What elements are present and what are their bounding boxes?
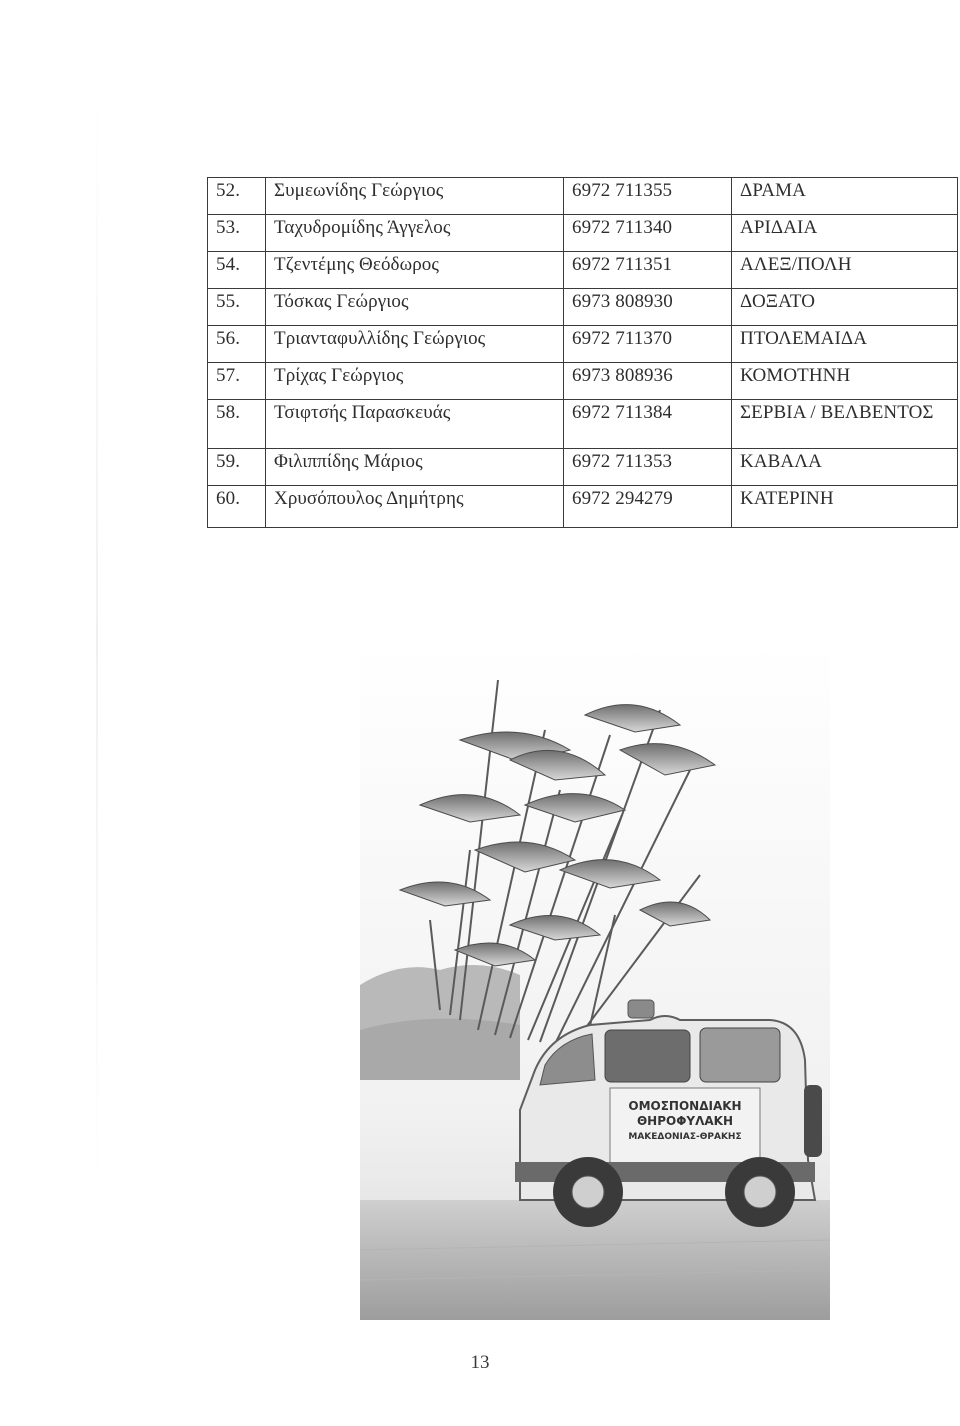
contact-phone: 6973 808930	[564, 289, 732, 326]
table-row	[208, 289, 958, 326]
contact-name: Ταχυδρομίδης Άγγελος	[266, 215, 564, 252]
page-number: 13	[470, 1352, 490, 1373]
contact-phone: 6972 711353	[564, 449, 732, 486]
contact-phone: 6972 294279	[564, 486, 732, 528]
contact-area: ΣΕΡΒΙΑ / ΒΕΛΒΕΝΤΟΣ	[732, 400, 958, 449]
row-number: 56.	[208, 326, 266, 363]
side-window-rear	[700, 1028, 780, 1082]
roof-light	[628, 1000, 654, 1018]
contact-area: ΑΡΙΔΑΙΑ	[732, 215, 958, 252]
contact-area: ΚΟΜΟΤΗΝΗ	[732, 363, 958, 400]
row-number: 59.	[208, 449, 266, 486]
contact-name: Τόσκας Γεώργιος	[266, 289, 564, 326]
row-number: 57.	[208, 363, 266, 400]
contact-name: Συμεωνίδης Γεώργιος	[266, 178, 564, 215]
spare-wheel	[804, 1085, 822, 1157]
contact-phone: 6973 808936	[564, 363, 732, 400]
contact-area: ΑΛΕΞ/ΠΟΛΗ	[732, 252, 958, 289]
contact-phone: 6972 711351	[564, 252, 732, 289]
table-row	[208, 486, 958, 528]
row-number: 60.	[208, 486, 266, 528]
contact-area: ΚΑΤΕΡΙΝΗ	[732, 486, 958, 528]
contact-area: ΠΤΟΛΕΜΑΙΔΑ	[732, 326, 958, 363]
row-number: 52.	[208, 178, 266, 215]
table-row	[208, 326, 958, 363]
table-row	[208, 449, 958, 486]
row-number: 55.	[208, 289, 266, 326]
side-window-front	[605, 1030, 690, 1082]
contact-name: Τριανταφυλλίδης Γεώργιος	[266, 326, 564, 363]
scan-edge-shadow	[96, 90, 98, 1190]
row-number: 54.	[208, 252, 266, 289]
contact-name: Φιλιππίδης Μάριος	[266, 449, 564, 486]
contact-area: ΚΑΒΑΛΑ	[732, 449, 958, 486]
table-row	[208, 215, 958, 252]
contact-area: ΔΟΞΑΤΟ	[732, 289, 958, 326]
contact-phone: 6972 711340	[564, 215, 732, 252]
door-text-line-3: ΜΑΚΕΔΟΝΙΑΣ-ΘΡΑΚΗΣ	[628, 1132, 742, 1142]
contact-phone: 6972 711370	[564, 326, 732, 363]
contacts-table	[207, 177, 958, 528]
table-row	[208, 252, 958, 289]
door-text-line-1: ΟΜΟΣΠΟΝΔΙΑΚΗ	[628, 1099, 742, 1113]
contact-area: ΔΡΑΜΑ	[732, 178, 958, 215]
game-warden-vehicle-photo	[360, 640, 830, 1320]
door-text-line-2: ΘΗΡΟΦΥΛΑΚΗ	[636, 1114, 734, 1128]
contact-phone: 6972 711355	[564, 178, 732, 215]
contact-name: Τζεντέμης Θεόδωρος	[266, 252, 564, 289]
table-row	[208, 400, 958, 449]
contact-phone: 6972 711384	[564, 400, 732, 449]
row-number: 58.	[208, 400, 266, 449]
table-row	[208, 363, 958, 400]
contact-name: Τσιφτσής Παρασκευάς	[266, 400, 564, 449]
contact-name: Τρίχας Γεώργιος	[266, 363, 564, 400]
table-row	[208, 178, 958, 215]
row-number: 53.	[208, 215, 266, 252]
contact-name: Χρυσόπουλος Δημήτρης	[266, 486, 564, 528]
